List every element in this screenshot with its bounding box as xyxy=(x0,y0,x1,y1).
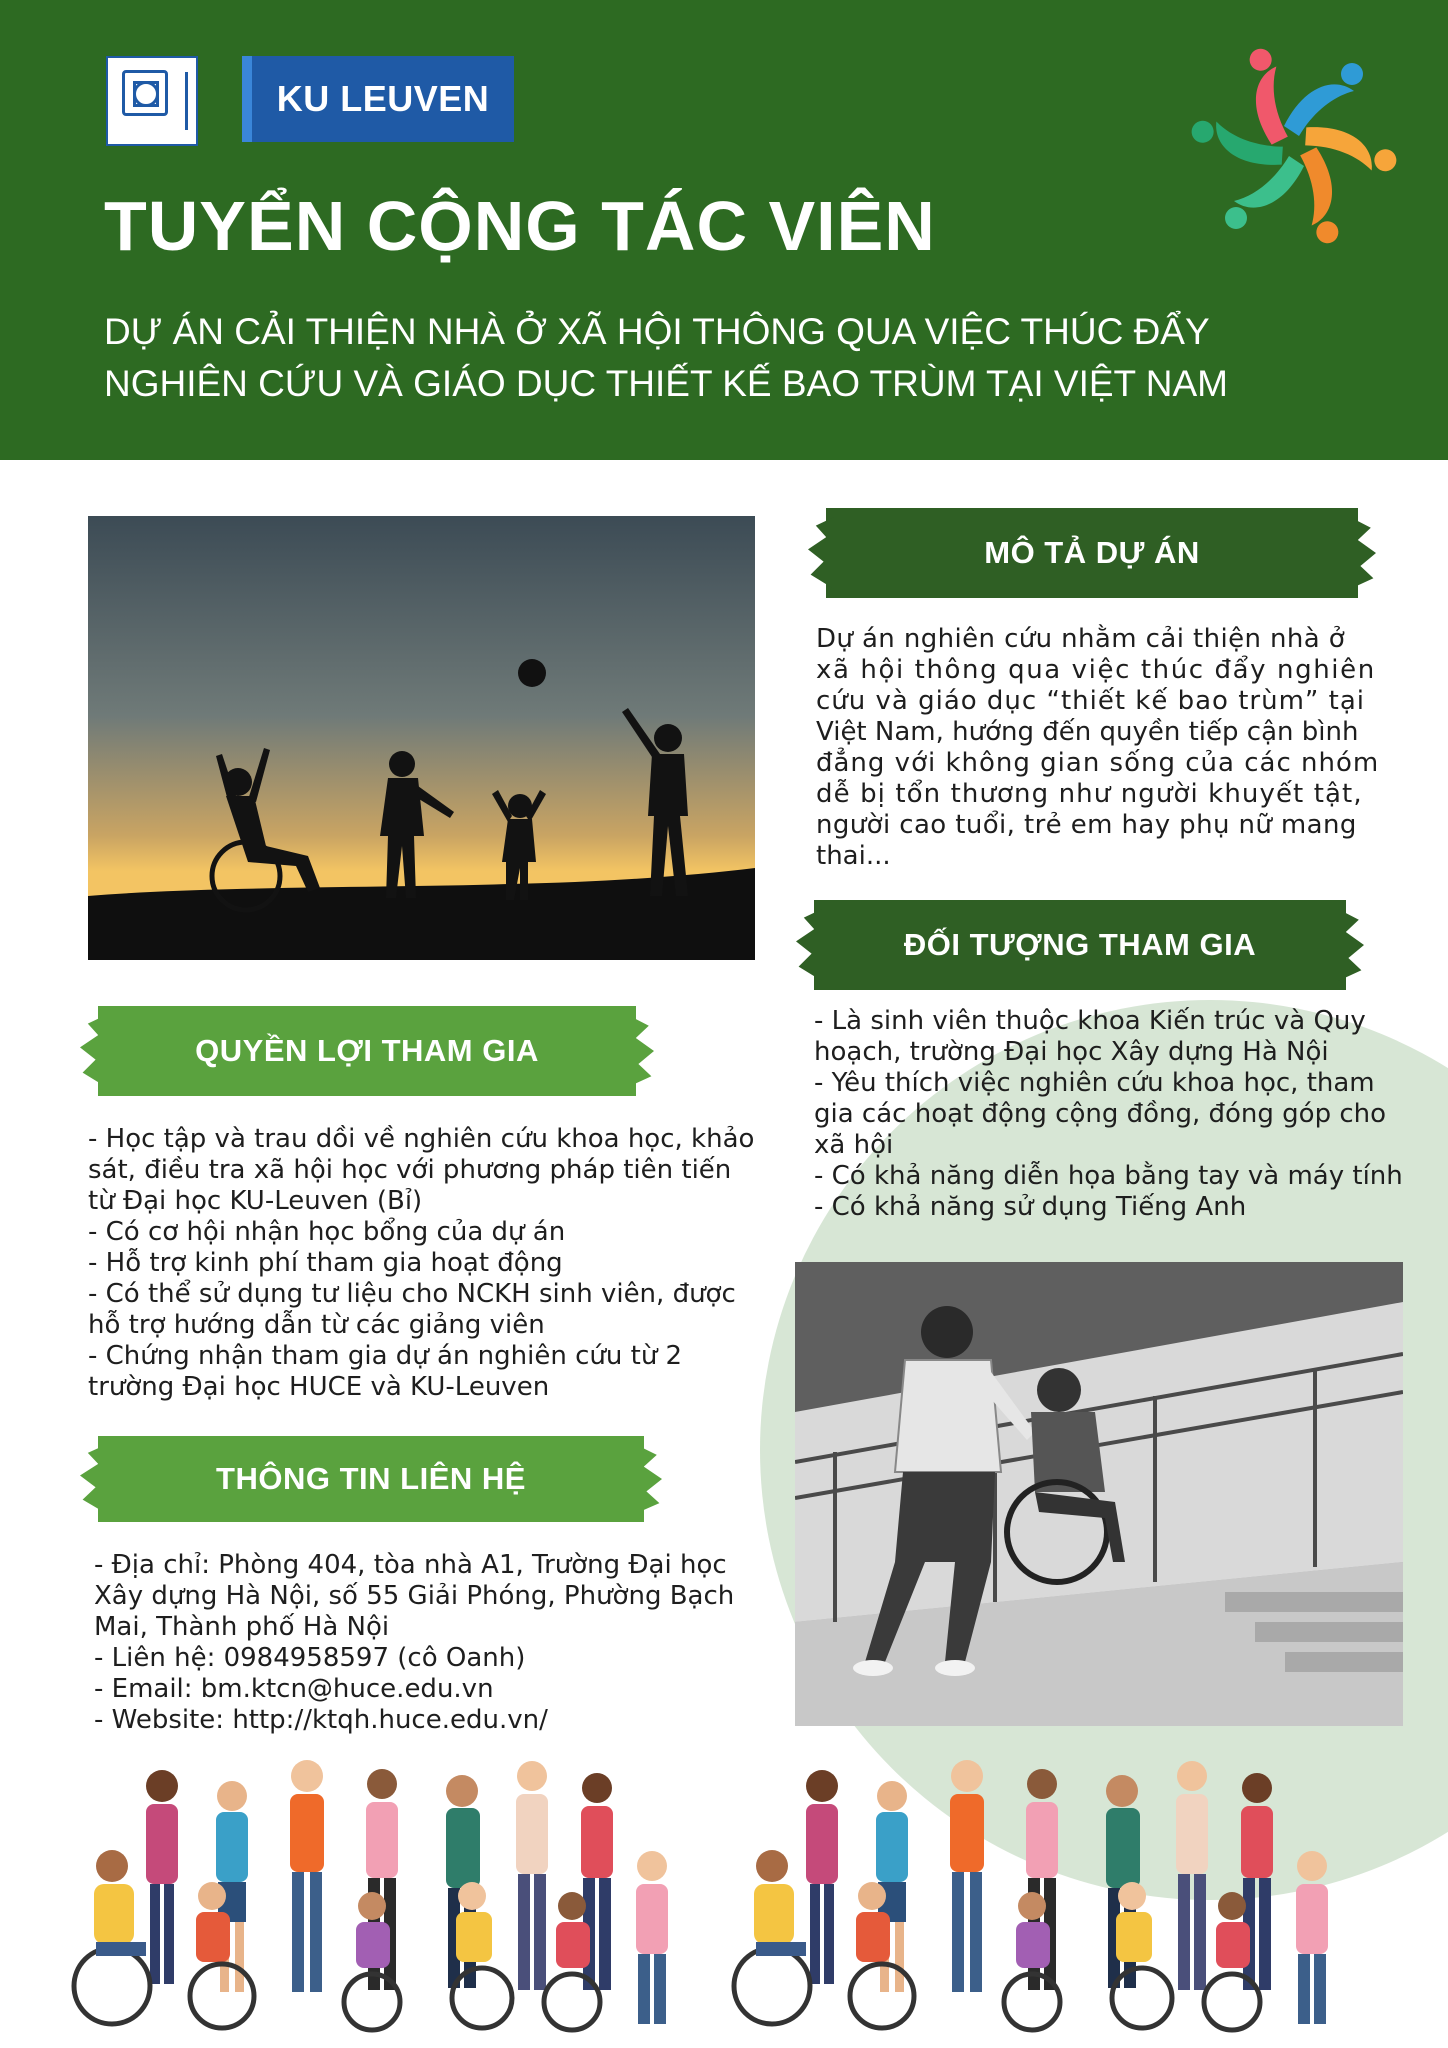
heading-contact: THÔNG TIN LIÊN HỆ xyxy=(98,1436,644,1522)
huce-logo xyxy=(106,56,198,146)
subtitle-line: DỰ ÁN CẢI THIỆN NHÀ Ở XÃ HỘI THÔNG QUA VIỆC THÚC ĐẨY xyxy=(104,311,1210,352)
project-subtitle xyxy=(104,306,1228,410)
diverse-people-illustration xyxy=(52,1746,1432,2036)
project-description-text: Dự án nghiên cứu nhằm cải thiện nhà ở xã hội thông qua việc thúc đẩy nghiên cứu và giáo dục “thiết kế bao trùm” tại Việt Nam, hướng đến quyền tiếp cận bình đẳng với không gian sống của các nhóm dễ bị tổn thương như người khuyết tật, người cao tuổi, trẻ em hay phụ nữ mang thai... xyxy=(816,624,1380,871)
huce-emblem-icon xyxy=(122,70,168,116)
heading-project-description: MÔ TẢ DỰ ÁN xyxy=(826,508,1358,598)
contact-phone: - Liên hệ: 0984958597 (cô Oanh) xyxy=(94,1643,526,1673)
subtitle-line: NGHIÊN CỨU VÀ GIÁO DỤC THIẾT KẾ BAO TRÙM TẠI VIỆT NAM xyxy=(104,363,1228,404)
participants-text: - Là sinh viên thuộc khoa Kiến trúc và Quy hoạch, trường Đại học Xây dựng Hà Nội - Yêu thích việc nghiên cứu khoa học, tham gia các hoạt động cộng đồng, đóng góp cho xã hội - Có khả năng diễn họa bằng tay và máy tính - Có khả năng sử dụng Tiếng Anh xyxy=(814,1006,1403,1222)
contact-text: - Địa chỉ: Phòng 404, tòa nhà A1, Trường Đại học Xây dựng Hà Nội, số 55 Giải Phóng, Phường Bạch Mai, Thành phố Hà Nội - Liên hệ: 0984958597 (cô Oanh) - Email: bm.ktcn@huce.edu.vn - Website: http://ktqh.huce.edu.vn/ xyxy=(94,1550,754,1736)
benefits-text: - Học tập và trau dồi về nghiên cứu khoa học, khảo sát, điều tra xã hội học với phương pháp tiên tiến từ Đại học KU-Leuven (Bỉ) - Có cơ hội nhận học bổng của dự án - Hỗ trợ kinh phí tham gia hoạt động - Có thể sử dụng tư liệu cho NCKH sinh viên, được hỗ trợ hướng dẫn từ các giảng viên - Chứng nhận tham gia dự án nghiên cứu từ 2 trường Đại học HUCE và KU-Leuven xyxy=(88,1124,755,1402)
contact-website: - Website: http://ktqh.huce.edu.vn/ xyxy=(94,1705,548,1735)
wheelchair-ramp-photo xyxy=(795,1262,1403,1726)
page-title: TUYỂN CỘNG TÁC VIÊN xyxy=(104,187,936,265)
header-banner xyxy=(0,0,1448,460)
heading-participants: ĐỐI TƯỢNG THAM GIA xyxy=(814,900,1346,990)
contact-email: - Email: bm.ktcn@huce.edu.vn xyxy=(94,1674,494,1704)
inclusive-people-circle-icon xyxy=(1184,36,1404,256)
children-silhouette-photo xyxy=(88,516,755,960)
ku-leuven-logo: KU LEUVEN xyxy=(242,56,514,142)
heading-benefits: QUYỀN LỢI THAM GIA xyxy=(98,1006,636,1096)
